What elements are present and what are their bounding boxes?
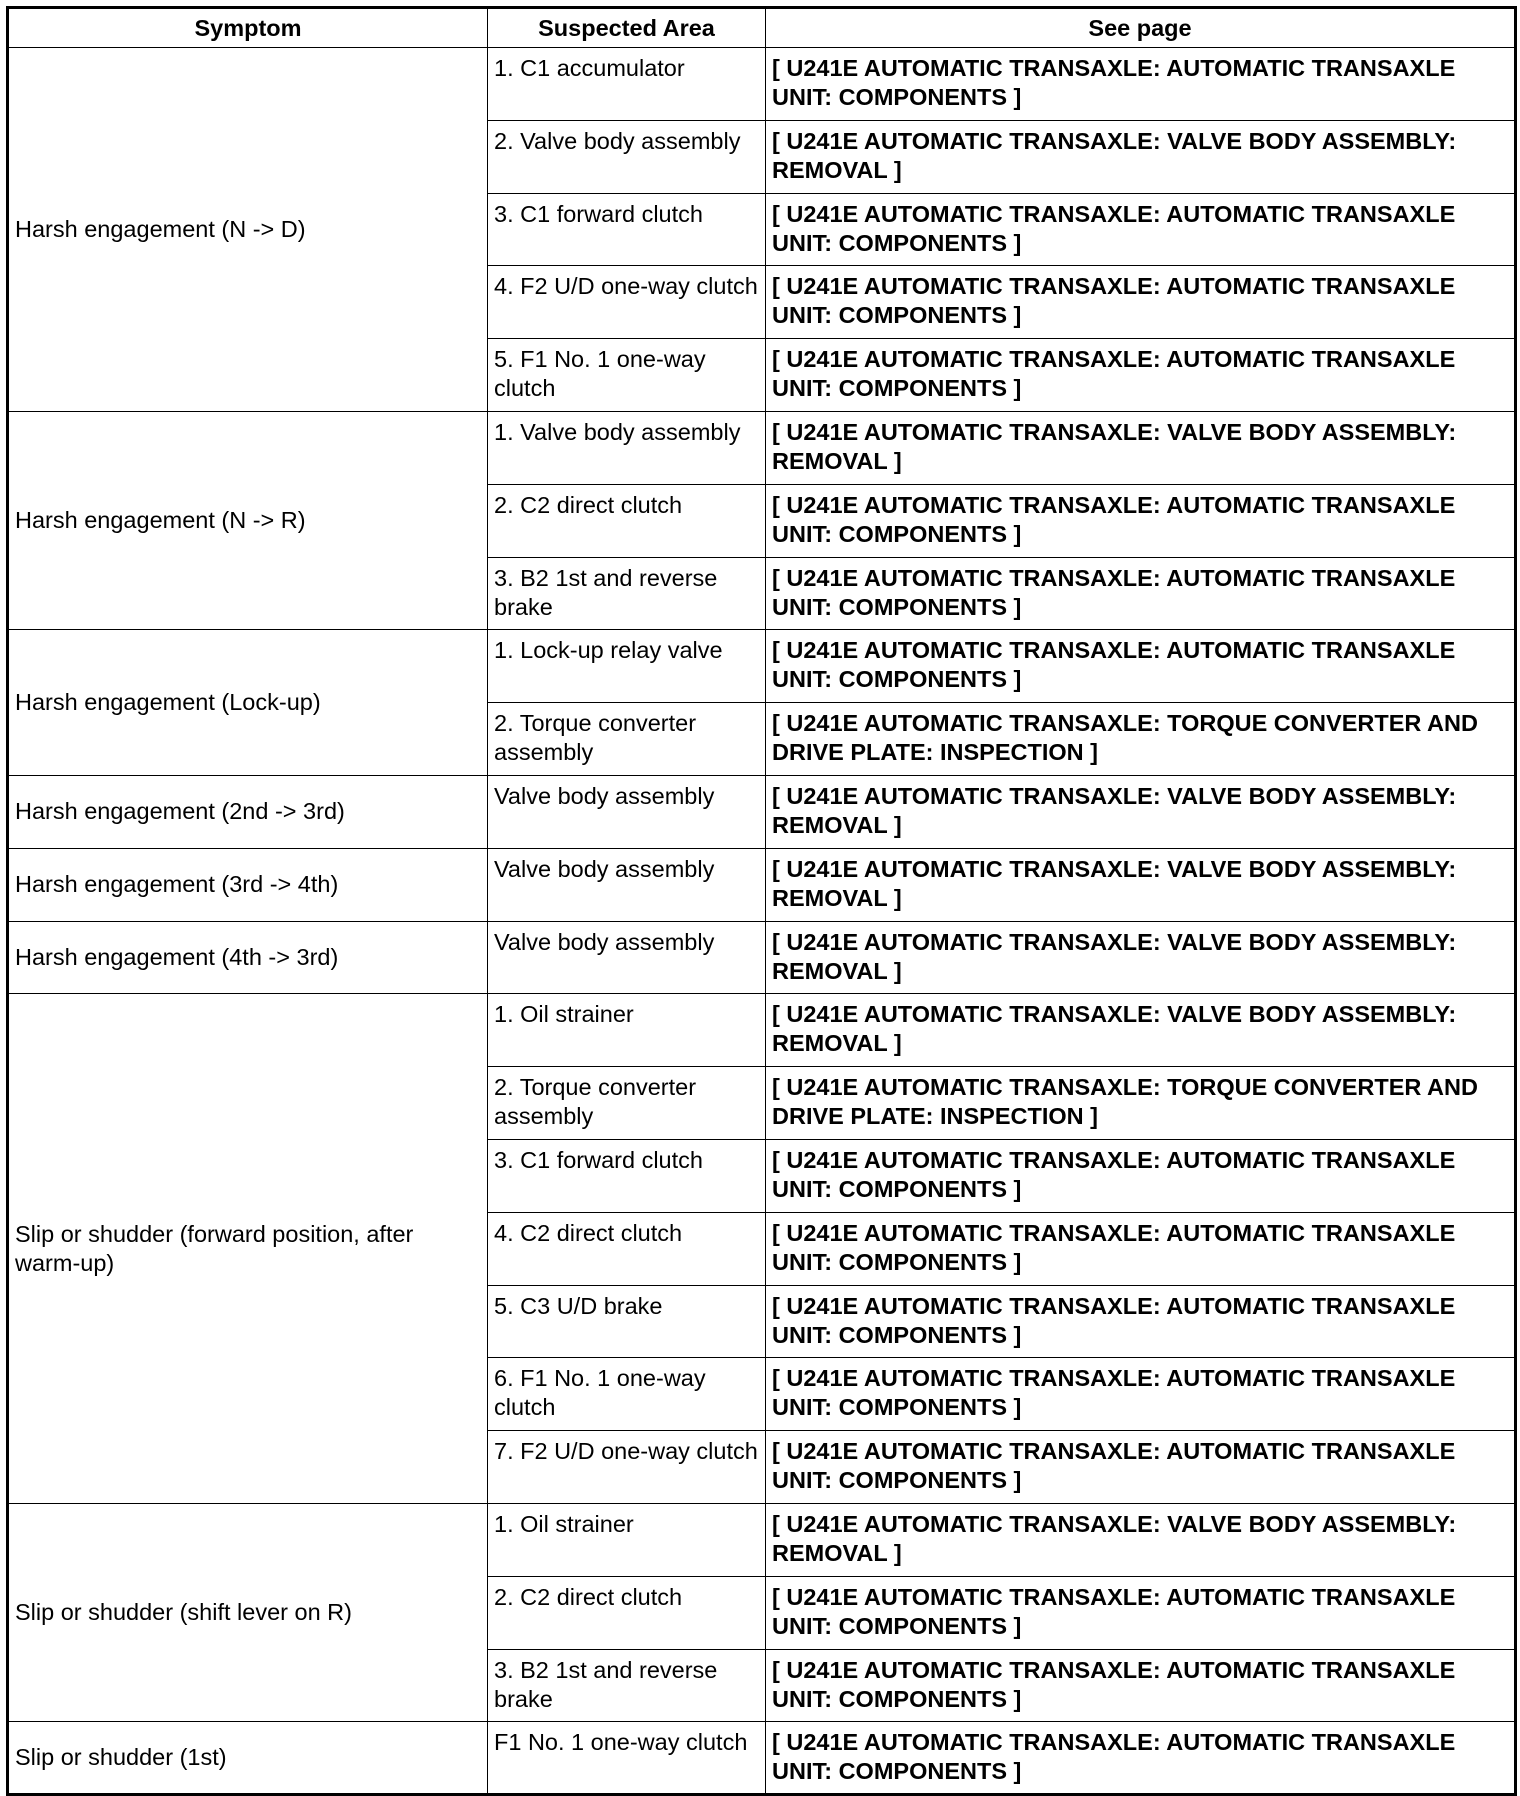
symptom-cell: Harsh engagement (2nd -> 3rd) xyxy=(8,775,488,848)
table-row xyxy=(8,48,1516,121)
suspected-area-cell: 3. B2 1st and reverse brake xyxy=(488,557,766,630)
suspected-area-cell: 2. Valve body assembly xyxy=(488,120,766,193)
see-page-cell: [ U241E AUTOMATIC TRANSAXLE: VALVE BODY ASSEMBLY: REMOVAL ] xyxy=(766,411,1516,484)
symptom-cell: Slip or shudder (1st) xyxy=(8,1722,488,1795)
table-row xyxy=(8,1722,1516,1795)
table-row xyxy=(8,921,1516,994)
suspected-area-cell: 1. Oil strainer xyxy=(488,1503,766,1576)
header-suspected-area: Suspected Area xyxy=(488,8,766,48)
see-page-cell: [ U241E AUTOMATIC TRANSAXLE: AUTOMATIC TRANSAXLE UNIT: COMPONENTS ] xyxy=(766,193,1516,266)
see-page-cell: [ U241E AUTOMATIC TRANSAXLE: VALVE BODY ASSEMBLY: REMOVAL ] xyxy=(766,775,1516,848)
header-row xyxy=(8,8,1516,48)
suspected-area-cell: 4. F2 U/D one-way clutch xyxy=(488,266,766,339)
see-page-cell: [ U241E AUTOMATIC TRANSAXLE: AUTOMATIC TRANSAXLE UNIT: COMPONENTS ] xyxy=(766,1649,1516,1722)
table-body xyxy=(8,48,1516,1795)
suspected-area-cell: 5. F1 No. 1 one-way clutch xyxy=(488,339,766,412)
see-page-cell: [ U241E AUTOMATIC TRANSAXLE: AUTOMATIC TRANSAXLE UNIT: COMPONENTS ] xyxy=(766,630,1516,703)
see-page-cell: [ U241E AUTOMATIC TRANSAXLE: AUTOMATIC TRANSAXLE UNIT: COMPONENTS ] xyxy=(766,1285,1516,1358)
see-page-cell: [ U241E AUTOMATIC TRANSAXLE: TORQUE CONVERTER AND DRIVE PLATE: INSPECTION ] xyxy=(766,1067,1516,1140)
see-page-cell: [ U241E AUTOMATIC TRANSAXLE: VALVE BODY ASSEMBLY: REMOVAL ] xyxy=(766,921,1516,994)
suspected-area-cell: 6. F1 No. 1 one-way clutch xyxy=(488,1358,766,1431)
suspected-area-cell: 3. C1 forward clutch xyxy=(488,193,766,266)
suspected-area-cell: 2. C2 direct clutch xyxy=(488,1576,766,1649)
header-see-page: See page xyxy=(766,8,1516,48)
suspected-area-cell: 1. Oil strainer xyxy=(488,994,766,1067)
see-page-cell: [ U241E AUTOMATIC TRANSAXLE: AUTOMATIC TRANSAXLE UNIT: COMPONENTS ] xyxy=(766,1431,1516,1504)
see-page-cell: [ U241E AUTOMATIC TRANSAXLE: AUTOMATIC TRANSAXLE UNIT: COMPONENTS ] xyxy=(766,1358,1516,1431)
suspected-area-cell: Valve body assembly xyxy=(488,848,766,921)
see-page-cell: [ U241E AUTOMATIC TRANSAXLE: AUTOMATIC TRANSAXLE UNIT: COMPONENTS ] xyxy=(766,557,1516,630)
suspected-area-cell: 5. C3 U/D brake xyxy=(488,1285,766,1358)
symptom-cell: Harsh engagement (4th -> 3rd) xyxy=(8,921,488,994)
suspected-area-cell: 1. C1 accumulator xyxy=(488,48,766,121)
see-page-cell: [ U241E AUTOMATIC TRANSAXLE: AUTOMATIC TRANSAXLE UNIT: COMPONENTS ] xyxy=(766,484,1516,557)
table-row xyxy=(8,994,1516,1067)
see-page-cell: [ U241E AUTOMATIC TRANSAXLE: TORQUE CONVERTER AND DRIVE PLATE: INSPECTION ] xyxy=(766,703,1516,776)
table-row xyxy=(8,775,1516,848)
see-page-cell: [ U241E AUTOMATIC TRANSAXLE: AUTOMATIC TRANSAXLE UNIT: COMPONENTS ] xyxy=(766,1212,1516,1285)
table-row xyxy=(8,1503,1516,1576)
symptom-cell: Harsh engagement (N -> D) xyxy=(8,48,488,412)
suspected-area-cell: 2. C2 direct clutch xyxy=(488,484,766,557)
see-page-cell: [ U241E AUTOMATIC TRANSAXLE: VALVE BODY ASSEMBLY: REMOVAL ] xyxy=(766,994,1516,1067)
see-page-cell: [ U241E AUTOMATIC TRANSAXLE: VALVE BODY ASSEMBLY: REMOVAL ] xyxy=(766,120,1516,193)
see-page-cell: [ U241E AUTOMATIC TRANSAXLE: AUTOMATIC TRANSAXLE UNIT: COMPONENTS ] xyxy=(766,1576,1516,1649)
suspected-area-cell: 1. Lock-up relay valve xyxy=(488,630,766,703)
see-page-cell: [ U241E AUTOMATIC TRANSAXLE: AUTOMATIC TRANSAXLE UNIT: COMPONENTS ] xyxy=(766,1139,1516,1212)
see-page-cell: [ U241E AUTOMATIC TRANSAXLE: AUTOMATIC TRANSAXLE UNIT: COMPONENTS ] xyxy=(766,1722,1516,1795)
see-page-cell: [ U241E AUTOMATIC TRANSAXLE: AUTOMATIC TRANSAXLE UNIT: COMPONENTS ] xyxy=(766,266,1516,339)
table-header xyxy=(8,8,1516,48)
suspected-area-cell: 3. B2 1st and reverse brake xyxy=(488,1649,766,1722)
suspected-area-cell: 1. Valve body assembly xyxy=(488,411,766,484)
symptom-cell: Harsh engagement (N -> R) xyxy=(8,411,488,629)
symptom-cell: Harsh engagement (Lock-up) xyxy=(8,630,488,776)
table-row xyxy=(8,848,1516,921)
suspected-area-cell: 7. F2 U/D one-way clutch xyxy=(488,1431,766,1504)
see-page-cell: [ U241E AUTOMATIC TRANSAXLE: VALVE BODY ASSEMBLY: REMOVAL ] xyxy=(766,848,1516,921)
suspected-area-cell: Valve body assembly xyxy=(488,921,766,994)
symptom-table xyxy=(6,6,1517,1796)
symptom-cell: Harsh engagement (3rd -> 4th) xyxy=(8,848,488,921)
see-page-cell: [ U241E AUTOMATIC TRANSAXLE: AUTOMATIC TRANSAXLE UNIT: COMPONENTS ] xyxy=(766,48,1516,121)
symptom-cell: Slip or shudder (shift lever on R) xyxy=(8,1503,488,1721)
suspected-area-cell: Valve body assembly xyxy=(488,775,766,848)
suspected-area-cell: 4. C2 direct clutch xyxy=(488,1212,766,1285)
table-row xyxy=(8,411,1516,484)
suspected-area-cell: 3. C1 forward clutch xyxy=(488,1139,766,1212)
header-symptom: Symptom xyxy=(8,8,488,48)
suspected-area-cell: 2. Torque converter assembly xyxy=(488,703,766,776)
suspected-area-cell: 2. Torque converter assembly xyxy=(488,1067,766,1140)
see-page-cell: [ U241E AUTOMATIC TRANSAXLE: VALVE BODY ASSEMBLY: REMOVAL ] xyxy=(766,1503,1516,1576)
symptom-cell: Slip or shudder (forward position, after warm-up) xyxy=(8,994,488,1504)
suspected-area-cell: F1 No. 1 one-way clutch xyxy=(488,1722,766,1795)
see-page-cell: [ U241E AUTOMATIC TRANSAXLE: AUTOMATIC TRANSAXLE UNIT: COMPONENTS ] xyxy=(766,339,1516,412)
table-row xyxy=(8,630,1516,703)
